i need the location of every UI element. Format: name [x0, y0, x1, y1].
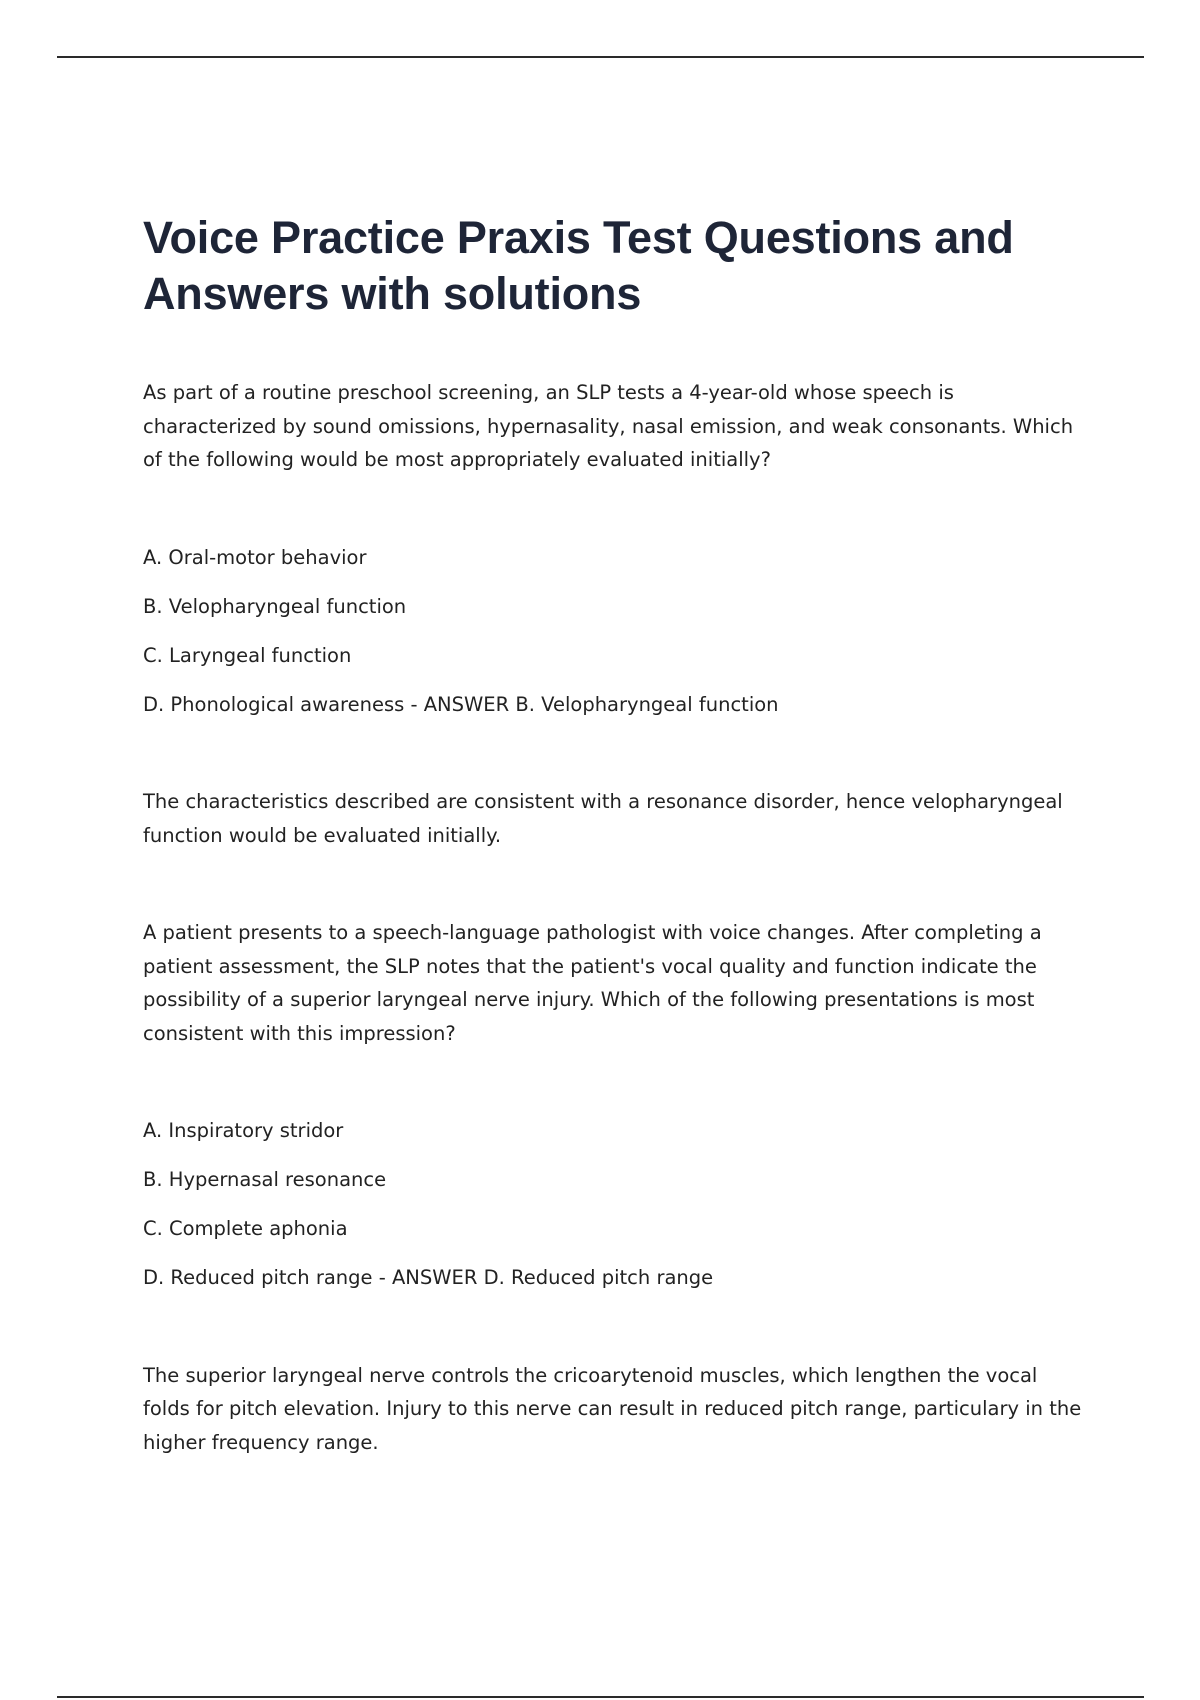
top-rule [57, 56, 1144, 58]
question-1-explanation: The characteristics described are consistent with a resonance disorder, hence velopharyngeal function would be evaluated initially. [143, 790, 1063, 847]
question-2-option-a: A. Inspiratory stridor [143, 1119, 344, 1142]
question-2-explanation: The superior laryngeal nerve controls the cricoarytenoid muscles, which lengthen the vocal folds for pitch elevation. Injury to this nerve can result in reduced pitch range, particulary in the higher frequency range. [143, 1363, 1082, 1454]
question-1-options [143, 541, 1083, 722]
question-1-option-d: D. Phonological awareness - ANSWER B. Velopharyngeal function [143, 692, 779, 716]
document-title: Voice Practice Praxis Test Questions and Answers with solutions [143, 212, 1014, 319]
question-1-option-b: B. Velopharyngeal function [143, 594, 407, 618]
document-body [143, 210, 1083, 1459]
question-2-option-c: C. Complete aphonia [143, 1217, 348, 1240]
bottom-rule [57, 1696, 1144, 1698]
question-1-text: As part of a routine preschool screening, an SLP tests a 4-year-old whose speech is characterized by sound omissions, hypernasality, nasal emission, and weak consonants. Which of the following would be most appropriately evaluated initially? [143, 381, 1074, 471]
question-2-option-b: B. Hypernasal resonance [143, 1168, 387, 1191]
question-2-text: A patient presents to a speech-language pathologist with voice changes. After completing a patient assessment, the SLP notes that the patient's vocal quality and function indicate the possibility of a superior laryngeal nerve injury. Which of the following presentations is most consistent with this impression? [143, 921, 1042, 1045]
question-1-option-c: C. Laryngeal function [143, 643, 352, 667]
question-2-options [143, 1114, 1083, 1295]
question-2-option-d: D. Reduced pitch range - ANSWER D. Reduced pitch range [143, 1266, 714, 1289]
question-1-option-a: A. Oral-motor behavior [143, 545, 367, 569]
